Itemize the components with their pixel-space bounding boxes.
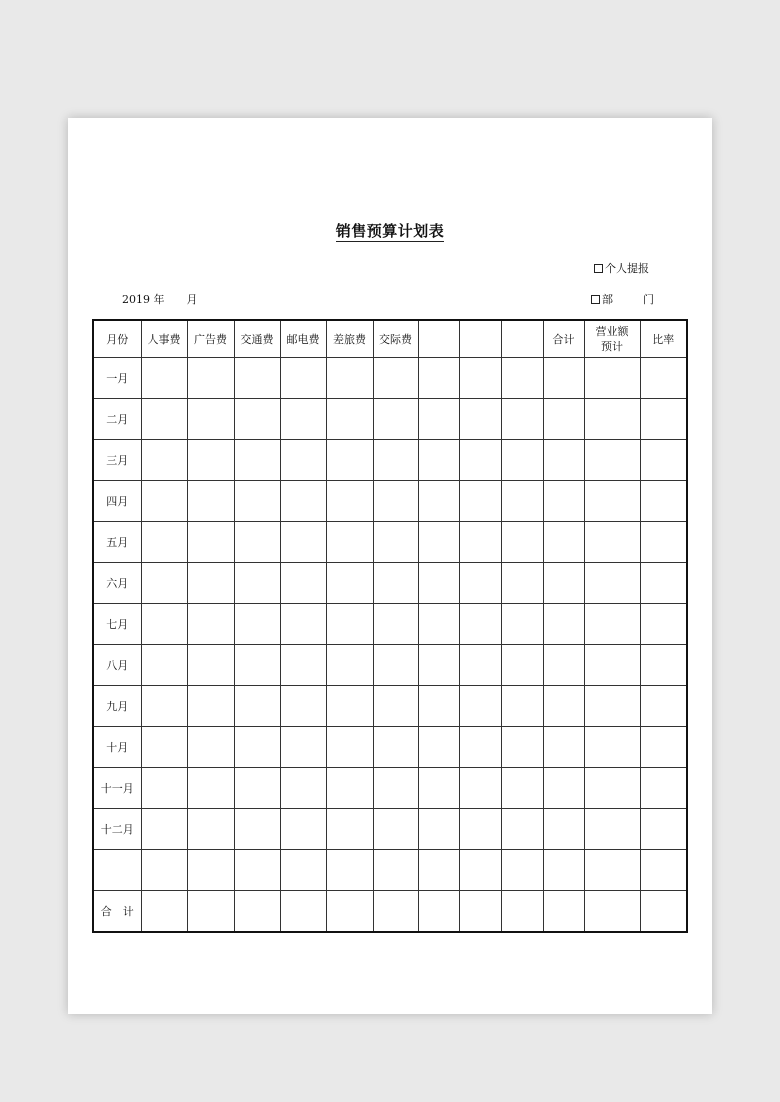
table-cell[interactable]	[373, 440, 418, 481]
table-cell[interactable]	[280, 563, 326, 604]
table-cell[interactable]	[501, 358, 543, 399]
table-cell[interactable]	[141, 850, 187, 891]
table-cell[interactable]	[459, 686, 501, 727]
table-cell[interactable]	[326, 686, 373, 727]
table-cell[interactable]	[418, 850, 459, 891]
column-header: 邮电费	[280, 320, 326, 358]
table-cell[interactable]	[501, 440, 543, 481]
table-row	[93, 850, 687, 891]
column-header: 交通费	[234, 320, 280, 358]
table-cell[interactable]	[141, 563, 187, 604]
department-option[interactable]	[591, 291, 654, 307]
column-header	[501, 320, 543, 358]
table-cell[interactable]	[373, 399, 418, 440]
checkbox-icon[interactable]	[591, 295, 600, 304]
table-cell[interactable]	[501, 563, 543, 604]
table-row	[93, 481, 687, 522]
table-cell[interactable]	[543, 604, 584, 645]
row-label: 十月	[93, 727, 141, 768]
table-cell[interactable]	[234, 481, 280, 522]
table-cell[interactable]	[418, 686, 459, 727]
table-cell[interactable]	[501, 809, 543, 850]
table-row	[93, 399, 687, 440]
table-cell[interactable]	[141, 686, 187, 727]
table-cell[interactable]	[501, 399, 543, 440]
table-cell[interactable]	[373, 604, 418, 645]
table-cell[interactable]	[234, 399, 280, 440]
table-row	[93, 522, 687, 563]
row-label: 九月	[93, 686, 141, 727]
table-cell[interactable]	[459, 399, 501, 440]
table-cell[interactable]	[418, 440, 459, 481]
table-cell[interactable]	[640, 481, 687, 522]
table-cell[interactable]	[584, 891, 640, 933]
column-header: 营业额 预计	[584, 320, 640, 358]
table-cell[interactable]	[640, 809, 687, 850]
table-cell[interactable]	[234, 645, 280, 686]
table-cell[interactable]	[280, 358, 326, 399]
table-cell[interactable]	[373, 358, 418, 399]
table-cell[interactable]	[459, 481, 501, 522]
table-cell[interactable]	[326, 522, 373, 563]
table-cell[interactable]	[280, 645, 326, 686]
table-cell[interactable]	[187, 645, 234, 686]
table-cell[interactable]	[326, 563, 373, 604]
row-label: 三月	[93, 440, 141, 481]
table-cell[interactable]	[187, 604, 234, 645]
table-cell[interactable]	[234, 727, 280, 768]
budget-table	[92, 319, 688, 933]
row-label: 四月	[93, 481, 141, 522]
table-row	[93, 645, 687, 686]
table-cell[interactable]	[234, 522, 280, 563]
table-cell[interactable]	[584, 358, 640, 399]
row-label: 一月	[93, 358, 141, 399]
table-cell[interactable]	[141, 604, 187, 645]
table-row	[93, 686, 687, 727]
table-cell[interactable]	[326, 604, 373, 645]
table-cell[interactable]	[187, 727, 234, 768]
month-label: 月	[186, 293, 198, 306]
table-cell[interactable]	[501, 727, 543, 768]
table-cell[interactable]	[187, 440, 234, 481]
table-cell[interactable]	[418, 563, 459, 604]
table-cell[interactable]	[187, 563, 234, 604]
table-cell[interactable]	[373, 809, 418, 850]
table-cell[interactable]	[280, 686, 326, 727]
column-header: 人事费	[141, 320, 187, 358]
table-cell[interactable]	[584, 727, 640, 768]
column-header	[418, 320, 459, 358]
table-cell[interactable]	[640, 768, 687, 809]
table-cell[interactable]	[373, 645, 418, 686]
table-cell[interactable]	[326, 768, 373, 809]
table-cell[interactable]	[326, 399, 373, 440]
table-cell[interactable]	[326, 850, 373, 891]
table-cell[interactable]	[373, 563, 418, 604]
table-cell[interactable]	[373, 850, 418, 891]
personal-submission-option[interactable]	[594, 260, 649, 276]
table-cell[interactable]	[326, 358, 373, 399]
table-cell[interactable]	[326, 645, 373, 686]
table-cell[interactable]	[459, 358, 501, 399]
table-cell[interactable]	[543, 522, 584, 563]
table-cell[interactable]	[234, 604, 280, 645]
table-cell[interactable]	[459, 891, 501, 933]
table-cell[interactable]	[280, 399, 326, 440]
table-cell[interactable]	[543, 727, 584, 768]
column-header: 差旅费	[326, 320, 373, 358]
table-cell[interactable]	[234, 358, 280, 399]
row-label: 二月	[93, 399, 141, 440]
table-cell[interactable]	[584, 768, 640, 809]
table-cell[interactable]	[584, 645, 640, 686]
table-cell[interactable]	[373, 522, 418, 563]
table-row	[93, 563, 687, 604]
table-row	[93, 768, 687, 809]
table-cell[interactable]	[141, 358, 187, 399]
row-label	[93, 850, 141, 891]
table-cell[interactable]	[459, 604, 501, 645]
table-cell[interactable]	[584, 686, 640, 727]
row-label: 五月	[93, 522, 141, 563]
column-header: 合计	[543, 320, 584, 358]
table-cell[interactable]	[418, 358, 459, 399]
table-row	[93, 809, 687, 850]
table-cell[interactable]	[187, 809, 234, 850]
table-cell[interactable]	[141, 481, 187, 522]
table-cell[interactable]	[584, 850, 640, 891]
table-cell[interactable]	[640, 727, 687, 768]
table-cell[interactable]	[418, 727, 459, 768]
table-cell[interactable]	[141, 891, 187, 933]
table-cell[interactable]	[640, 686, 687, 727]
table-cell[interactable]	[418, 645, 459, 686]
table-cell[interactable]	[418, 809, 459, 850]
table-cell[interactable]	[234, 440, 280, 481]
table-cell[interactable]	[187, 522, 234, 563]
table-cell[interactable]	[418, 481, 459, 522]
table-cell[interactable]	[584, 399, 640, 440]
table-cell[interactable]	[543, 645, 584, 686]
table-cell[interactable]	[501, 604, 543, 645]
table-cell[interactable]	[141, 399, 187, 440]
table-cell[interactable]	[280, 604, 326, 645]
table-cell[interactable]	[459, 440, 501, 481]
row-label: 八月	[93, 645, 141, 686]
table-cell[interactable]	[234, 563, 280, 604]
table-cell[interactable]	[501, 686, 543, 727]
table-cell[interactable]	[418, 604, 459, 645]
table-cell[interactable]	[640, 850, 687, 891]
row-label: 十一月	[93, 768, 141, 809]
table-cell[interactable]	[640, 604, 687, 645]
table-cell[interactable]	[141, 522, 187, 563]
table-cell[interactable]	[543, 358, 584, 399]
table-header-row	[93, 320, 687, 358]
table-cell[interactable]	[373, 686, 418, 727]
table-cell[interactable]	[501, 481, 543, 522]
table-cell[interactable]	[459, 563, 501, 604]
table-cell[interactable]	[234, 809, 280, 850]
column-header: 交际费	[373, 320, 418, 358]
table-cell[interactable]	[543, 686, 584, 727]
table-cell[interactable]	[459, 727, 501, 768]
row-label: 十二月	[93, 809, 141, 850]
table-cell[interactable]	[543, 809, 584, 850]
table-cell[interactable]	[584, 604, 640, 645]
table-cell[interactable]	[501, 850, 543, 891]
personal-submission-label: 个人提报	[605, 262, 649, 275]
table-cell[interactable]	[543, 399, 584, 440]
table-cell[interactable]	[326, 809, 373, 850]
department-label-part-1: 部	[602, 293, 613, 306]
table-cell[interactable]	[418, 768, 459, 809]
column-header	[459, 320, 501, 358]
table-cell[interactable]	[141, 440, 187, 481]
table-cell[interactable]	[141, 727, 187, 768]
table-cell[interactable]	[141, 768, 187, 809]
table-cell[interactable]	[459, 809, 501, 850]
table-cell[interactable]	[141, 809, 187, 850]
table-cell[interactable]	[501, 645, 543, 686]
table-cell[interactable]	[280, 440, 326, 481]
table-cell[interactable]	[280, 522, 326, 563]
column-header: 比率	[640, 320, 687, 358]
table-row	[93, 440, 687, 481]
table-cell[interactable]	[459, 645, 501, 686]
table-cell[interactable]	[280, 481, 326, 522]
table-cell[interactable]	[141, 645, 187, 686]
table-cell[interactable]	[234, 891, 280, 933]
table-cell[interactable]	[459, 850, 501, 891]
table-cell[interactable]	[373, 891, 418, 933]
table-cell[interactable]	[459, 522, 501, 563]
table-cell[interactable]	[640, 399, 687, 440]
table-cell[interactable]	[584, 440, 640, 481]
report-date	[122, 291, 198, 307]
table-cell[interactable]	[187, 768, 234, 809]
document-title: 销售预算计划表	[335, 222, 445, 240]
table-cell[interactable]	[373, 481, 418, 522]
checkbox-icon[interactable]	[594, 264, 603, 273]
table-cell[interactable]	[187, 481, 234, 522]
table-cell[interactable]	[543, 440, 584, 481]
table-cell[interactable]	[234, 686, 280, 727]
table-cell[interactable]	[418, 891, 459, 933]
table-cell[interactable]	[584, 522, 640, 563]
table-cell[interactable]	[187, 891, 234, 933]
table-cell[interactable]	[234, 768, 280, 809]
table-cell[interactable]	[501, 768, 543, 809]
table-cell[interactable]	[187, 850, 234, 891]
table-cell[interactable]	[543, 891, 584, 933]
table-cell[interactable]	[459, 768, 501, 809]
table-cell[interactable]	[187, 358, 234, 399]
row-label: 合 计	[93, 891, 141, 933]
table-cell[interactable]	[640, 522, 687, 563]
table-cell[interactable]	[234, 850, 280, 891]
column-header: 月份	[93, 320, 141, 358]
table-cell[interactable]	[543, 768, 584, 809]
table-cell[interactable]	[373, 727, 418, 768]
table-row	[93, 604, 687, 645]
table-cell[interactable]	[584, 563, 640, 604]
table-cell[interactable]	[543, 850, 584, 891]
year-label: 2019 年	[122, 293, 165, 306]
table-cell[interactable]	[280, 727, 326, 768]
table-cell[interactable]	[640, 358, 687, 399]
table-cell[interactable]	[373, 768, 418, 809]
table-row	[93, 358, 687, 399]
table-cell[interactable]	[326, 440, 373, 481]
table-cell[interactable]	[640, 440, 687, 481]
table-cell[interactable]	[501, 522, 543, 563]
table-cell[interactable]	[640, 563, 687, 604]
table-cell[interactable]	[280, 809, 326, 850]
table-cell[interactable]	[418, 522, 459, 563]
table-row	[93, 727, 687, 768]
table-cell[interactable]	[584, 481, 640, 522]
table-cell[interactable]	[584, 809, 640, 850]
table-cell[interactable]	[280, 850, 326, 891]
table-cell[interactable]	[418, 399, 459, 440]
column-header: 广告费	[187, 320, 234, 358]
row-label: 七月	[93, 604, 141, 645]
table-row	[93, 891, 687, 933]
table-cell[interactable]	[543, 481, 584, 522]
table-cell[interactable]	[326, 891, 373, 933]
table-cell[interactable]	[543, 563, 584, 604]
table-cell[interactable]	[280, 768, 326, 809]
row-label: 六月	[93, 563, 141, 604]
table-cell[interactable]	[187, 399, 234, 440]
table-cell[interactable]	[326, 481, 373, 522]
document-page	[68, 118, 712, 1014]
table-cell[interactable]	[326, 727, 373, 768]
table-cell[interactable]	[640, 891, 687, 933]
table-cell[interactable]	[280, 891, 326, 933]
table-cell[interactable]	[187, 686, 234, 727]
department-label-part-2: 门	[643, 293, 654, 306]
table-cell[interactable]	[640, 645, 687, 686]
table-cell[interactable]	[501, 891, 543, 933]
